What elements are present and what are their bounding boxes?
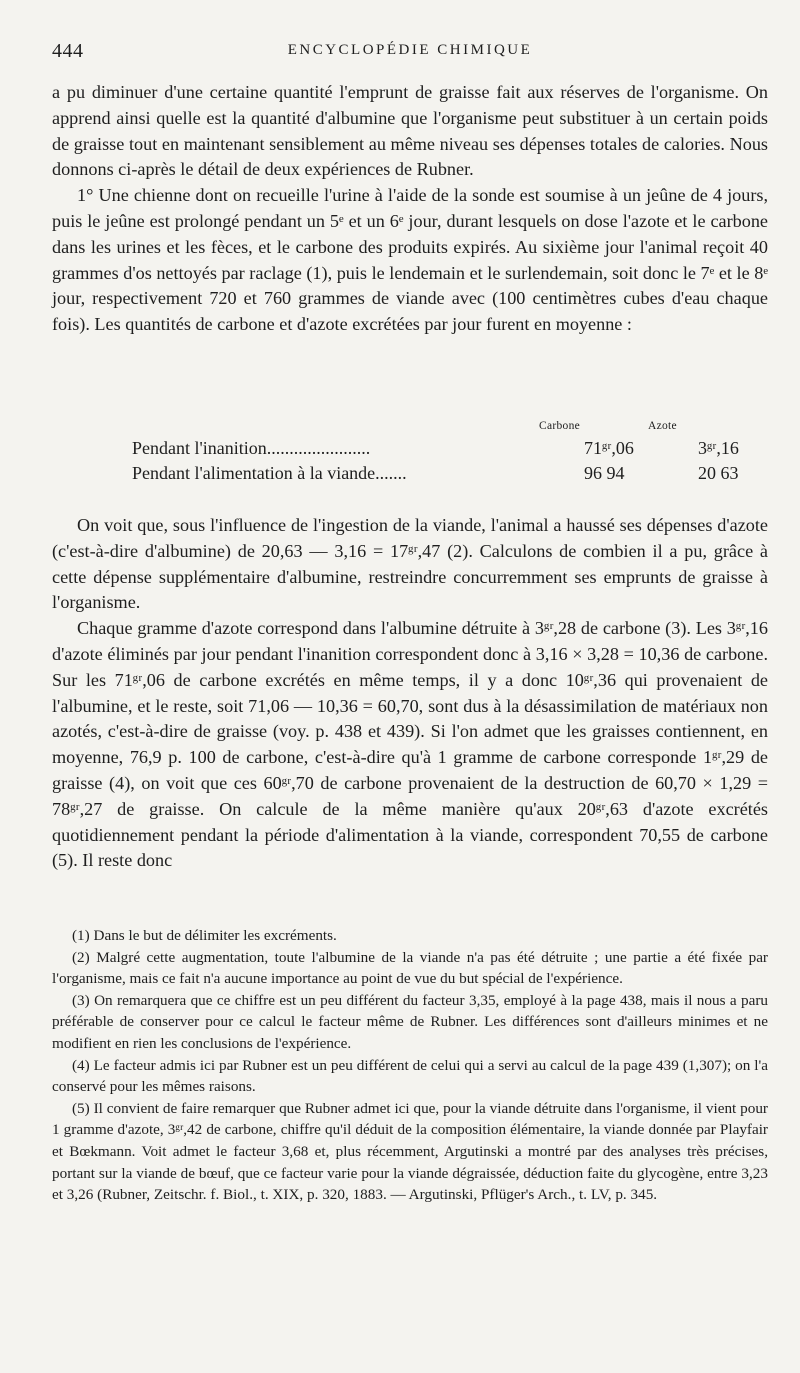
paragraph-continuation: a pu diminuer d'une certaine quantité l'emprunt de graisse fait aux réserves de l'organisme. On apprend ainsi quelle est la quantité d'albumine que l'organisme peut substituer à un certain poids de graisse tout en maintenant sensiblement au même niveau ses dépenses totales de calories. Nous donnons ci-après le détail de deux expériences de Rubner.	[52, 82, 768, 180]
column-header-carbone: Carbone	[539, 420, 581, 432]
azote-value: 20 63	[698, 463, 739, 483]
carbone-value: 71ᵍʳ,06	[584, 438, 634, 458]
footnote: (4) Le facteur admis ici par Rubner est un peu différent de celui qui a servi au calcul de la page 439 (1,307); on l'a conservé pour les mêmes raisons.	[52, 1056, 768, 1096]
paragraph-azote-expenses: On voit que, sous l'influence de l'ingestion de la viande, l'animal a haussé ses dépenses d'azote (c'est-à-dire d'albumine) de 20,63 — 3,16 = 17ᵍʳ,47 (2). Calculons de combien il a pu, grâce à cette dépense supplémentaire d'albumine, restreindre concurremment ses emprunts de graisse à l'organisme.	[52, 515, 768, 613]
row-label: Pendant l'alimentation à la viande.......	[132, 463, 407, 483]
row-label: Pendant l'inanition.......................	[132, 438, 371, 458]
footnote: (2) Malgré cette augmentation, toute l'albumine de la viande n'a pas été détruite ; une partie a été fixée par l'organisme, mais ce fait n'a aucune importance au point de vue du but spécial de l'expérience.	[52, 948, 768, 988]
results-table	[52, 420, 768, 490]
azote-value: 3ᵍʳ,16	[698, 438, 739, 458]
page-number: 444	[52, 40, 84, 62]
carbone-value: 96 94	[584, 463, 625, 483]
footnote: (3) On remarquera que ce chiffre est un peu différent du facteur 3,35, employé à la page 438, mais il nous a paru préférable de conserver pour ce calcul le facteur même de Rubner. Les différences sont d'ailleurs minimes et ne modifient en rien les conclusions de l'expérience.	[52, 991, 768, 1052]
footnote: (5) Il convient de faire remarquer que Rubner admet ici que, pour la viande détruite dans l'organisme, il vient pour 1 gramme d'azote, 3ᵍʳ,42 de carbone, chiffre qu'il déduit de la composition élémentaire, la viande donnée par Playfair et Bœkmann. Voit admet le facteur 3,68 et, plus récemment, Argutinski a montré par des analyses très précises, portant sur la viande de bœuf, que ce facteur varie pour la viande dégraissée, déduction faite du glycogène, entre 3,23 et 3,26 (Rubner, Zeitschr. f. Biol., t. XIX, p. 320, 1883. — Argutinski, Pflüger's Arch., t. LV, p. 345.	[52, 1099, 768, 1204]
column-header-azote: Azote	[648, 420, 677, 432]
footnote: (1) Dans le but de délimiter les excréments.	[72, 927, 337, 944]
body-text-top	[52, 80, 768, 338]
page-header	[52, 40, 768, 70]
body-text-bottom	[52, 513, 768, 874]
paragraph-experiment-1: 1° Une chienne dont on recueille l'urine à l'aide de la sonde est soumise à un jeûne de 4 jours, puis le jeûne est prolongé pendant un 5ᵉ et un 6ᵉ jour, durant lesquels on dose l'azote et le carbone dans les urines et les fèces, et le carbone des produits expirés. Au sixième jour l'animal reçoit 40 grammes d'os nettoyés par raclage (1), puis le lendemain et le surlendemain, soit donc le 7ᵉ et le 8ᵉ jour, respectivement 720 et 760 grammes de viande avec (100 centimètres cubes d'eau chaque fois). Les quantités de carbone et d'azote excrétées par jour furent en moyenne :	[52, 185, 768, 335]
footnotes	[52, 925, 768, 1206]
running-title: ENCYCLOPÉDIE CHIMIQUE	[287, 42, 533, 58]
paragraph-carbone-calculation: Chaque gramme d'azote correspond dans l'albumine détruite à 3ᵍʳ,28 de carbone (3). Les 3ᵍʳ,16 d'azote éliminés par jour pendant l'inanition correspondent donc à 3,16 × 3,28 = 10,36 de carbone. Sur les 71ᵍʳ,06 de carbone excrétés en même temps, il y a donc 10ᵍʳ,36 qui provenaient de l'albumine, et le reste, soit 71,06 — 10,36 = 60,70, sont dus à la désassimilation de matériaux non azotés, c'est-à-dire de graisse (voy. p. 438 et 439). Si l'on admet que les graisses contiennent, en moyenne, 76,9 p. 100 de carbone, c'est-à-dire qu'à 1 gramme de carbone corresponde 1ᵍʳ,29 de graisse (4), on voit que ces 60ᵍʳ,70 de carbone provenaient de la destruction de 60,70 × 1,29 = 78ᵍʳ,27 de graisse. On calcule de la même manière qu'aux 20ᵍʳ,63 d'azote excrétés quotidiennement pendant la période d'alimentation à la viande, correspondent 70,55 de carbone (5). Il reste donc	[52, 618, 768, 871]
